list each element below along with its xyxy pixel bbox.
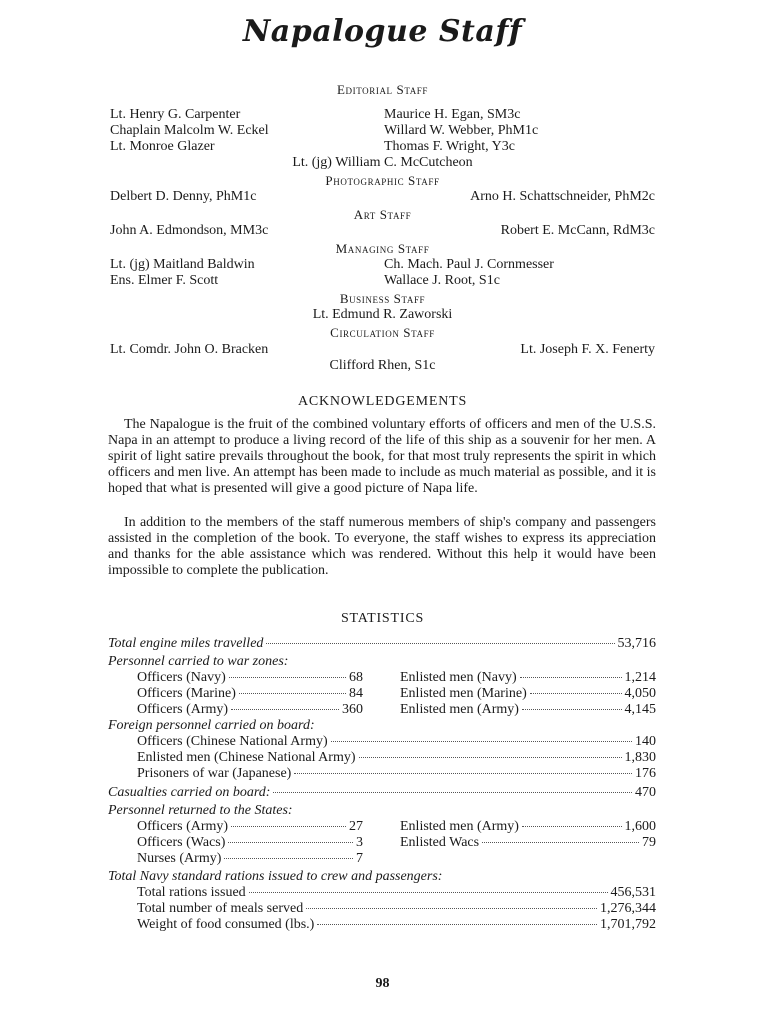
statistics-heading: STATISTICS xyxy=(340,611,425,626)
stat-row xyxy=(400,819,656,835)
stat-row xyxy=(137,835,363,851)
stat-label: Enlisted men (Army) xyxy=(400,819,519,834)
stat-row xyxy=(137,819,363,835)
stat-label: Enlisted men (Chinese National Army) xyxy=(137,750,356,765)
staff-name: Maurice H. Egan, SM3c xyxy=(384,107,521,122)
stat-label: Enlisted men (Marine) xyxy=(400,686,527,701)
leader-dots xyxy=(228,842,353,843)
stat-label: Officers (Army) xyxy=(137,819,229,834)
staff-name: Delbert D. Denny, PhM1c xyxy=(110,189,257,204)
stat-section-label: Personnel carried to war zones: xyxy=(108,654,289,669)
page-number: 98 xyxy=(375,976,390,991)
stat-row xyxy=(137,901,656,917)
stat-row xyxy=(137,885,656,901)
managing-staff-heading: Managing Staff xyxy=(335,241,430,256)
stat-value: 68 xyxy=(349,670,363,685)
stat-value: 1,830 xyxy=(624,750,656,765)
staff-name: Lt. Edmund R. Zaworski xyxy=(312,307,453,322)
staff-name: Wallace J. Root, S1c xyxy=(384,273,500,288)
stat-label: Prisoners of war (Japanese) xyxy=(137,766,292,781)
stat-row xyxy=(137,766,656,782)
staff-name: Clifford Rhen, S1c xyxy=(329,358,436,373)
staff-name: Chaplain Malcolm W. Eckel xyxy=(110,123,269,138)
leader-dots xyxy=(317,924,597,925)
staff-name: Lt. Henry G. Carpenter xyxy=(110,107,241,122)
stat-section-label: Foreign personnel carried on board: xyxy=(108,718,315,733)
editorial-staff-heading: Editorial Staff xyxy=(336,82,429,97)
stat-value: 360 xyxy=(342,702,363,717)
stat-label: Nurses (Army) xyxy=(137,851,222,866)
stat-row xyxy=(400,835,656,851)
stat-row xyxy=(108,785,656,801)
leader-dots xyxy=(231,826,346,827)
stat-value: 1,214 xyxy=(624,670,656,685)
stat-label: Enlisted men (Navy) xyxy=(400,670,517,685)
staff-name: Lt. Monroe Glazer xyxy=(110,139,215,154)
leader-dots xyxy=(224,858,353,859)
stat-value: 79 xyxy=(642,835,656,850)
leader-dots xyxy=(266,643,614,644)
stat-value: 84 xyxy=(349,686,363,701)
stat-label: Weight of food consumed (lbs.) xyxy=(137,917,315,932)
stat-label: Officers (Wacs) xyxy=(137,835,226,850)
stat-value: 27 xyxy=(349,819,363,834)
staff-name: Ch. Mach. Paul J. Cornmesser xyxy=(384,257,554,272)
stat-value: 1,701,792 xyxy=(600,917,656,932)
leader-dots xyxy=(359,757,622,758)
stat-row xyxy=(400,686,656,702)
acknowledgements-heading: ACKNOWLEDGEMENTS xyxy=(297,394,468,409)
staff-name: Lt. Comdr. John O. Bracken xyxy=(110,342,269,357)
stat-label: Officers (Chinese National Army) xyxy=(137,734,328,749)
staff-name: Robert E. McCann, RdM3c xyxy=(500,223,655,238)
stat-value: 7 xyxy=(356,851,363,866)
stat-row xyxy=(400,702,656,718)
leader-dots xyxy=(522,709,622,710)
stat-row xyxy=(137,734,656,750)
stat-label: Total number of meals served xyxy=(137,901,304,916)
staff-name: Willard W. Webber, PhM1c xyxy=(384,123,539,138)
stat-row xyxy=(400,670,656,686)
leader-dots xyxy=(306,908,597,909)
business-staff-heading: Business Staff xyxy=(339,291,426,306)
circulation-staff-heading: Circulation Staff xyxy=(330,325,435,340)
stat-row xyxy=(137,686,363,702)
stat-row xyxy=(137,670,363,686)
stat-label: Enlisted Wacs xyxy=(400,835,480,850)
leader-dots xyxy=(331,741,632,742)
stat-row xyxy=(137,702,363,718)
stat-section-label: Total Navy standard rations issued to crew and passengers: xyxy=(108,869,443,884)
stat-row xyxy=(108,636,656,652)
acknowledgements-paragraph: The Napalogue is the fruit of the combined voluntary efforts of officers and men of the U.S.S. Napa in an attempt to produce a living record of the life of this ship as a souvenir for her men. A spirit of light satire prevails throughout the book, for that most truly represents the spirit in which officers and men live. An attempt has been made to include as much material as possible, and it is hoped that what is presented will give a good picture of Napa life. xyxy=(108,417,656,496)
stat-value: 3 xyxy=(356,835,363,850)
art-staff-heading: Art Staff xyxy=(353,207,412,222)
stat-row xyxy=(137,917,656,933)
stat-value: 456,531 xyxy=(610,885,656,900)
stat-value: 1,276,344 xyxy=(600,901,656,916)
leader-dots xyxy=(530,693,622,694)
leader-dots xyxy=(249,892,608,893)
stat-label: Casualties carried on board: xyxy=(108,785,271,800)
stat-section-label: Personnel returned to the States: xyxy=(108,803,293,818)
leader-dots xyxy=(294,773,632,774)
staff-name: John A. Edmondson, MM3c xyxy=(110,223,269,238)
stat-value: 53,716 xyxy=(617,636,656,651)
stat-value: 140 xyxy=(635,734,656,749)
stat-value: 1,600 xyxy=(624,819,656,834)
leader-dots xyxy=(231,709,339,710)
leader-dots xyxy=(482,842,639,843)
leader-dots xyxy=(229,677,346,678)
stat-label: Total engine miles travelled xyxy=(108,636,264,651)
staff-name: Lt. Joseph F. X. Fenerty xyxy=(520,342,655,357)
staff-name: Lt. (jg) William C. McCutcheon xyxy=(292,155,473,170)
staff-name: Arno H. Schattschneider, PhM2c xyxy=(470,189,655,204)
stat-value: 176 xyxy=(635,766,656,781)
stat-value: 470 xyxy=(635,785,656,800)
page-title: Napalogue Staff xyxy=(242,14,523,49)
leader-dots xyxy=(273,792,632,793)
photographic-staff-heading: Photographic Staff xyxy=(325,173,440,188)
stat-row xyxy=(137,851,363,867)
leader-dots xyxy=(520,677,622,678)
staff-name: Lt. (jg) Maitland Baldwin xyxy=(110,257,255,272)
stat-label: Officers (Army) xyxy=(137,702,229,717)
acknowledgements-paragraph: In addition to the members of the staff numerous members of ship's company and passengers assisted in the completion of the book. To everyone, the staff wishes to express its appreciation and thanks for the able assistance which was rendered. Without this help it would have been impossible to complete the publication. xyxy=(108,515,656,578)
stat-value: 4,050 xyxy=(624,686,656,701)
stat-row xyxy=(137,750,656,766)
stat-value: 4,145 xyxy=(624,702,656,717)
leader-dots xyxy=(522,826,622,827)
staff-name: Thomas F. Wright, Y3c xyxy=(384,139,515,154)
stat-label: Officers (Navy) xyxy=(137,670,226,685)
leader-dots xyxy=(239,693,346,694)
stat-label: Enlisted men (Army) xyxy=(400,702,519,717)
stat-label: Total rations issued xyxy=(137,885,246,900)
staff-name: Ens. Elmer F. Scott xyxy=(110,273,219,288)
stat-label: Officers (Marine) xyxy=(137,686,236,701)
